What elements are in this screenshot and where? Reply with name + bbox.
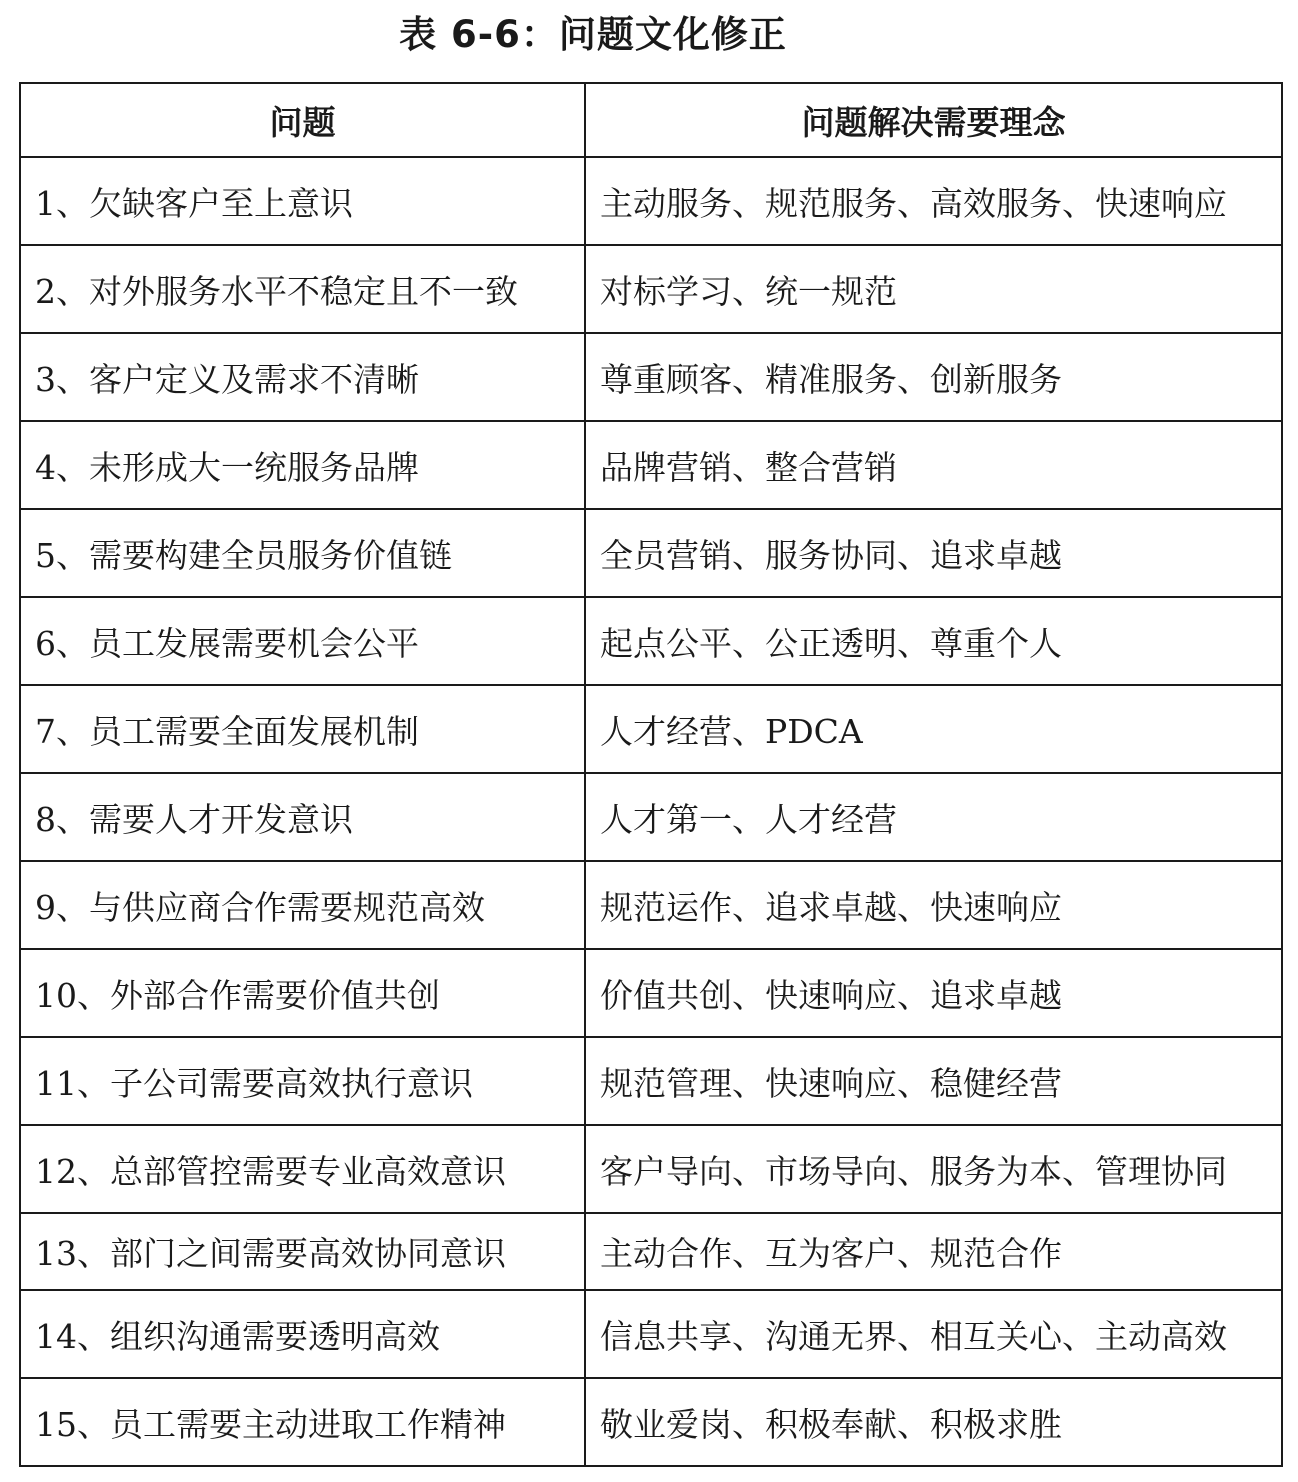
problem-cell: 5、需要构建全员服务价值链 (20, 509, 585, 597)
concept-cell: 品牌营销、整合营销 (585, 421, 1282, 509)
table-header-row (20, 83, 1282, 157)
concept-cell: 主动服务、规范服务、高效服务、快速响应 (585, 157, 1282, 245)
table-row (20, 1037, 1282, 1125)
table-row (20, 421, 1282, 509)
concept-cell: 信息共享、沟通无界、相互关心、主动高效 (585, 1290, 1282, 1378)
problem-cell: 13、部门之间需要高效协同意识 (20, 1213, 585, 1290)
problem-cell: 10、外部合作需要价值共创 (20, 949, 585, 1037)
problem-cell: 2、对外服务水平不稳定且不一致 (20, 245, 585, 333)
table-row (20, 685, 1282, 773)
concept-cell: 主动合作、互为客户、规范合作 (585, 1213, 1282, 1290)
concept-cell: 起点公平、公正透明、尊重个人 (585, 597, 1282, 685)
concept-cell: 全员营销、服务协同、追求卓越 (585, 509, 1282, 597)
table-row (20, 1378, 1282, 1466)
problem-cell: 14、组织沟通需要透明高效 (20, 1290, 585, 1378)
problem-cell: 7、员工需要全面发展机制 (20, 685, 585, 773)
table-row (20, 333, 1282, 421)
problem-cell: 9、与供应商合作需要规范高效 (20, 861, 585, 949)
problem-cell: 6、员工发展需要机会公平 (20, 597, 585, 685)
concept-cell: 规范运作、追求卓越、快速响应 (585, 861, 1282, 949)
concept-cell: 价值共创、快速响应、追求卓越 (585, 949, 1282, 1037)
concept-cell: 人才经营、PDCA (585, 685, 1282, 773)
table-row (20, 245, 1282, 333)
header-concept: 问题解决需要理念 (585, 83, 1282, 157)
problem-cell: 12、总部管控需要专业高效意识 (20, 1125, 585, 1213)
concept-cell: 规范管理、快速响应、稳健经营 (585, 1037, 1282, 1125)
concept-cell: 敬业爱岗、积极奉献、积极求胜 (585, 1378, 1282, 1466)
table-title: 表 6-6：问题文化修正 (399, 13, 787, 56)
table-row (20, 1213, 1282, 1290)
table-row (20, 509, 1282, 597)
concept-cell: 人才第一、人才经营 (585, 773, 1282, 861)
table-row (20, 597, 1282, 685)
table-row (20, 1125, 1282, 1213)
table-row (20, 949, 1282, 1037)
problem-cell: 11、子公司需要高效执行意识 (20, 1037, 585, 1125)
problem-culture-table (19, 82, 1283, 1467)
table-row (20, 1290, 1282, 1378)
concept-cell: 客户导向、市场导向、服务为本、管理协同 (585, 1125, 1282, 1213)
concept-cell: 尊重顾客、精准服务、创新服务 (585, 333, 1282, 421)
header-problem: 问题 (20, 83, 585, 157)
table-row (20, 773, 1282, 861)
problem-cell: 1、欠缺客户至上意识 (20, 157, 585, 245)
problem-cell: 4、未形成大一统服务品牌 (20, 421, 585, 509)
problem-cell: 15、员工需要主动进取工作精神 (20, 1378, 585, 1466)
concept-cell: 对标学习、统一规范 (585, 245, 1282, 333)
table-row (20, 157, 1282, 245)
problem-cell: 3、客户定义及需求不清晰 (20, 333, 585, 421)
table-row (20, 861, 1282, 949)
problem-cell: 8、需要人才开发意识 (20, 773, 585, 861)
